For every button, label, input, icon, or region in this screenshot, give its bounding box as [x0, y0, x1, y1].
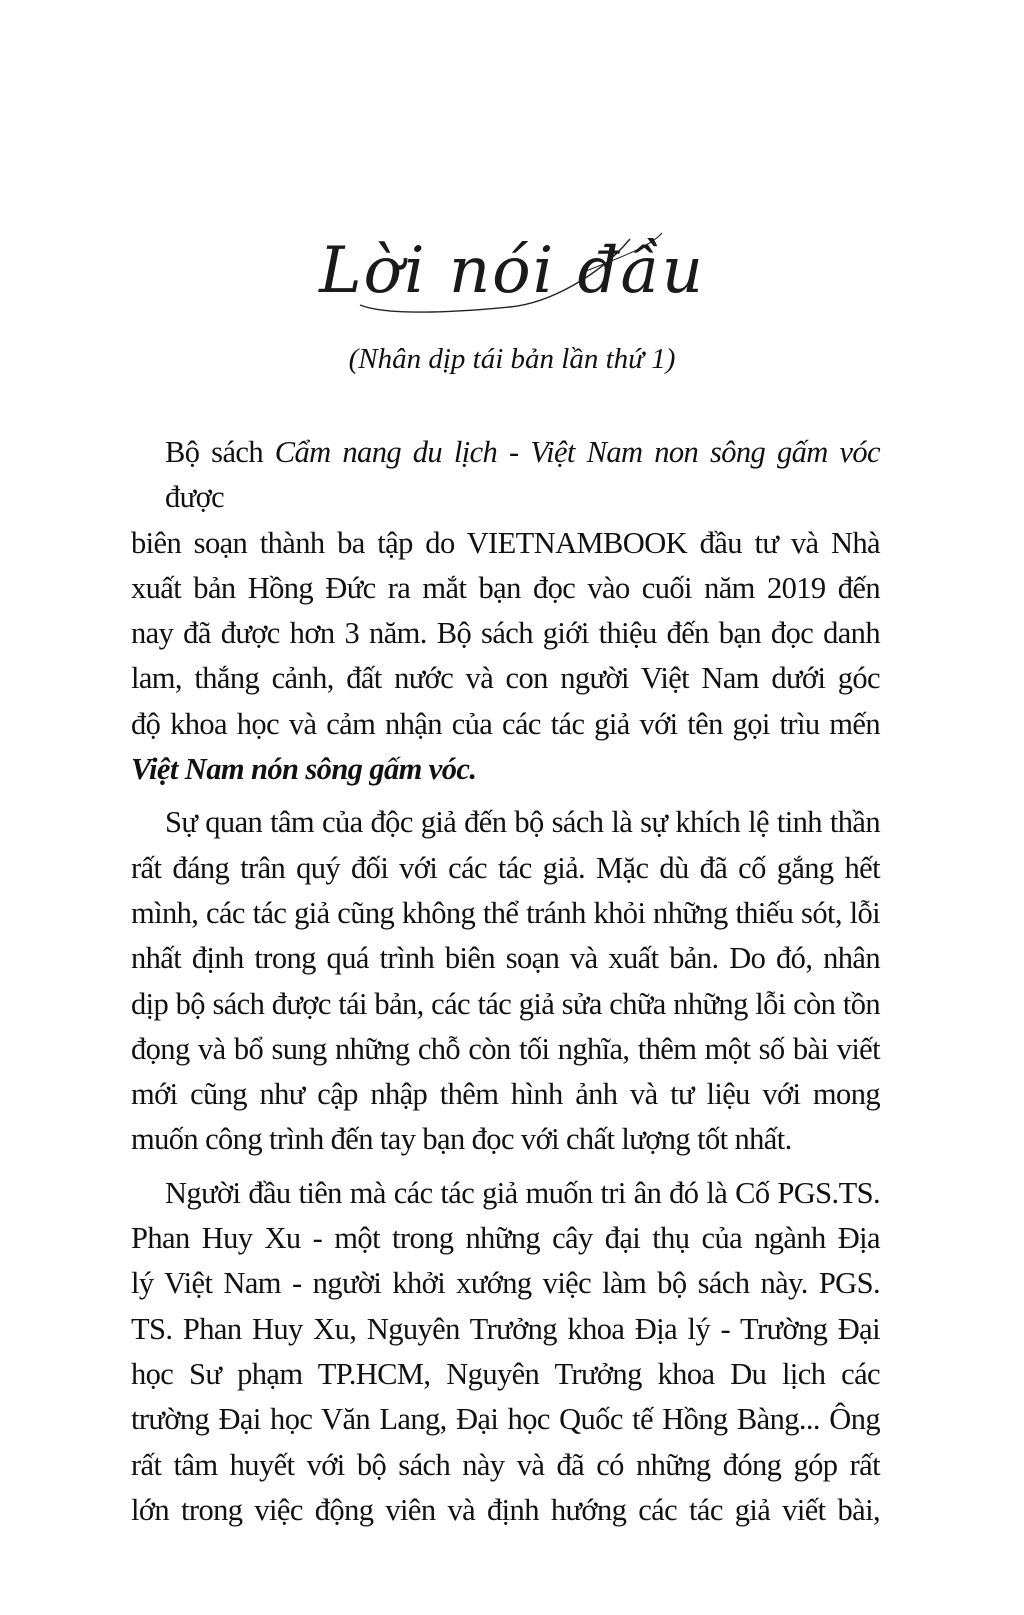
paragraph-3: [131, 1171, 880, 1533]
text-line: đọng và bổ sung những chỗ còn tối nghĩa, thêm một số bài viết: [131, 1031, 880, 1066]
text-run: được: [165, 480, 225, 515]
text-line: Sự quan tâm của độc giả đến bộ sách là sự khích lệ tinh thần: [165, 805, 880, 840]
text-line: mới cũng như cập nhập thêm hình ảnh và tư liệu với mong: [131, 1077, 880, 1112]
text-line: muốn công trình đến tay bạn đọc với chất lượng tốt nhất.: [131, 1122, 792, 1157]
title-block: [0, 225, 1024, 317]
text-line: nay đã được hơn 3 năm. Bộ sách giới thiệu đến bạn đọc danh: [131, 616, 880, 651]
text-line: [131, 430, 880, 521]
text-line: lam, thắng cảnh, đất nước và con người Việt Nam dưới góc: [131, 661, 880, 696]
page-subtitle: (Nhân dịp tái bản lần thứ 1): [348, 343, 676, 375]
text-run: Bộ sách: [165, 435, 275, 469]
text-line: rất tâm huyết với bộ sách này và đã có những đóng góp rất: [131, 1447, 880, 1482]
body-text: [131, 430, 880, 1533]
page-title: Lời nói đầu: [319, 234, 705, 308]
text-line: Phan Huy Xu - một trong những cây đại thụ của ngành Địa: [131, 1221, 880, 1256]
emphasis-bold-italic: Việt Nam nón sông gấm vóc.: [131, 752, 477, 787]
paragraph-1: [131, 430, 880, 792]
text-line: lớn trong việc động viên và định hướng các tác giả viết bài,: [131, 1492, 880, 1527]
paragraph-2: [131, 800, 880, 1162]
text-line: học Sư phạm TP.HCM, Nguyên Trưởng khoa Du lịch các: [131, 1356, 880, 1391]
text-line: Người đầu tiên mà các tác giả muốn tri ân đó là Cố PGS.TS.: [165, 1175, 880, 1210]
text-line: mình, các tác giả cũng không thể tránh khỏi những thiếu sót, lỗi: [131, 895, 880, 930]
text-line: nhất định trong quá trình biên soạn và xuất bản. Do đó, nhân: [131, 941, 880, 976]
text-line: [131, 747, 880, 792]
text-line: lý Việt Nam - người khởi xướng việc làm bộ sách này. PGS.: [131, 1266, 880, 1301]
book-title-italic: Cẩm nang du lịch - Việt Nam non sông gấm vóc: [274, 435, 880, 469]
text-line: rất đáng trân quý đối với các tác giả. Mặc dù đã cố gắng hết: [131, 850, 880, 885]
text-line: TS. Phan Huy Xu, Nguyên Trưởng khoa Địa lý - Trường Đại: [131, 1311, 880, 1346]
text-line: biên soạn thành ba tập do VIETNAMBOOK đầu tư và Nhà: [131, 525, 880, 560]
text-line: dịp bộ sách được tái bản, các tác giả sửa chữa những lỗi còn tồn: [131, 986, 880, 1021]
text-line: độ khoa học và cảm nhận của các tác giả với tên gọi trìu mến: [131, 706, 880, 741]
text-line: trường Đại học Văn Lang, Đại học Quốc tế Hồng Bàng... Ông: [131, 1402, 880, 1437]
text-line: xuất bản Hồng Đức ra mắt bạn đọc vào cuối năm 2019 đến: [131, 570, 880, 605]
